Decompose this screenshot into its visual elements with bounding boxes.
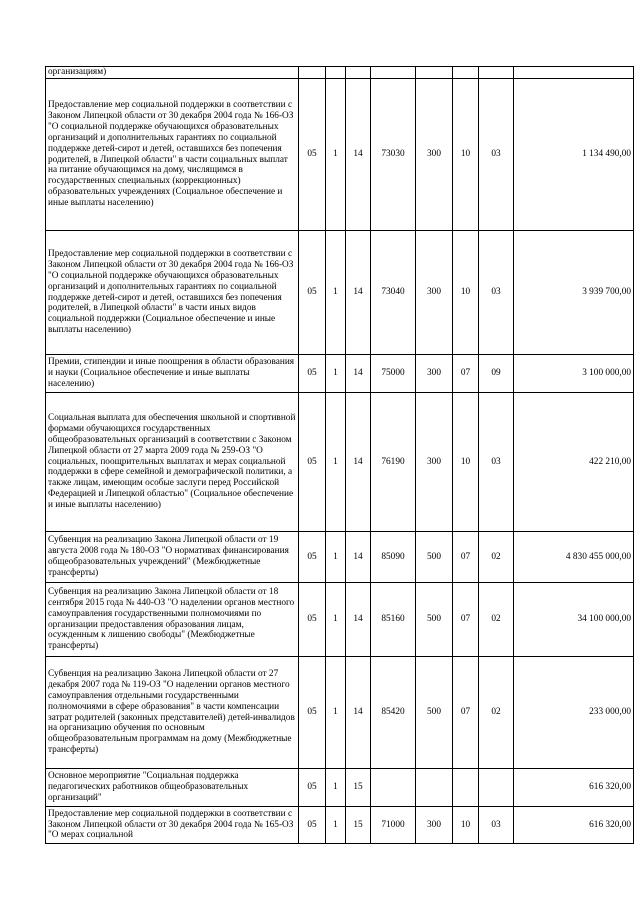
row-name: Субвенция на реализацию Закона Липецкой области от 19 августа 2008 года № 180-ОЗ "О нормативах финансирования общеобразовательных учреждений" (Межбюджетные трансферты) [46,532,299,583]
table-row [46,807,634,844]
cell-code-3 [346,67,371,79]
cell-code-7: 09 [479,355,514,393]
cell-sum: 233 000,00 [514,657,634,769]
cell-code-7 [479,769,514,807]
table-row [46,583,634,657]
cell-code-3: 14 [346,393,371,532]
cell-code-1: 05 [299,532,326,583]
cell-code-7 [479,67,514,79]
cell-code-6: 07 [453,583,479,657]
cell-code-5: 300 [416,393,453,532]
cell-code-5: 500 [416,532,453,583]
cell-code-7: 03 [479,393,514,532]
cell-sum: 3 100 000,00 [514,355,634,393]
cell-code-7: 03 [479,231,514,355]
cell-sum: 4 830 455 000,00 [514,532,634,583]
cell-code-2: 1 [326,231,346,355]
cell-code-6 [453,769,479,807]
budget-table [45,66,634,844]
cell-sum: 616 320,00 [514,807,634,844]
cell-code-6 [453,67,479,79]
cell-sum: 34 100 000,00 [514,583,634,657]
cell-code-1 [299,67,326,79]
cell-code-4: 73040 [371,231,416,355]
cell-sum: 1 134 490,00 [514,79,634,231]
cell-code-2: 1 [326,79,346,231]
cell-code-3: 14 [346,583,371,657]
row-name: Предоставление мер социальной поддержки в соответствии с Законом Липецкой области от 30 декабря 2004 года № 165-ОЗ "О мерах социальной [46,807,299,844]
cell-code-7: 02 [479,532,514,583]
cell-sum: 422 210,00 [514,393,634,532]
cell-code-2: 1 [326,393,346,532]
cell-code-6: 07 [453,532,479,583]
cell-code-7: 02 [479,583,514,657]
table-row [46,79,634,231]
cell-code-5: 300 [416,79,453,231]
cell-code-3: 14 [346,231,371,355]
cell-code-2 [326,67,346,79]
cell-code-4 [371,769,416,807]
cell-code-6: 10 [453,231,479,355]
cell-code-6: 07 [453,355,479,393]
cell-code-3: 15 [346,807,371,844]
cell-code-6: 10 [453,79,479,231]
cell-code-1: 05 [299,769,326,807]
cell-code-4 [371,67,416,79]
cell-code-2: 1 [326,657,346,769]
cell-code-7: 03 [479,807,514,844]
cell-code-2: 1 [326,807,346,844]
cell-code-5 [416,67,453,79]
row-name: Основное мероприятие "Социальная поддержка педагогических работников общеобразовательных организаций" [46,769,299,807]
cell-sum [514,67,634,79]
cell-sum: 616 320,00 [514,769,634,807]
cell-code-2: 1 [326,532,346,583]
cell-code-1: 05 [299,807,326,844]
row-name: Социальная выплата для обеспечения школьной и спортивной формами обучающихся государственных общеобразовательных организаций в соответствии с Законом Липецкой области от 27 марта 2009 года № 259-ОЗ "О социальных, поощрительных выплатах и мерах социальной поддержки в сфере семейной и демографической политики, а также лицам, имеющим особые заслуги перед Российской Федерацией и Липецкой областью" (Социальное обеспечение и иные выплаты населению) [46,393,299,532]
cell-code-2: 1 [326,769,346,807]
cell-code-7: 03 [479,79,514,231]
cell-code-1: 05 [299,583,326,657]
cell-code-6: 07 [453,657,479,769]
cell-code-1: 05 [299,355,326,393]
table-row [46,393,634,532]
cell-code-1: 05 [299,657,326,769]
cell-code-4: 71000 [371,807,416,844]
cell-sum: 3 939 700,00 [514,231,634,355]
row-name: Предоставление мер социальной поддержки в соответствии с Законом Липецкой области от 30 декабря 2004 года № 166-ОЗ "О социальной поддержке обучающихся образовательных организаций и дополнительных гарантиях по социальной поддержке детей-сирот и детей, оставшихся без попечения родителей, в Липецкой области" в части иных видов социальной поддержки (Социальное обеспечение и иные выплаты населению) [46,231,299,355]
cell-code-3: 14 [346,79,371,231]
cell-code-2: 1 [326,583,346,657]
cell-code-4: 85160 [371,583,416,657]
cell-code-5: 300 [416,807,453,844]
row-name: организациям) [46,67,299,79]
table-row [46,355,634,393]
row-name: Премии, стипендии и иные поощрения в области образования и науки (Социальное обеспечение и иные выплаты населению) [46,355,299,393]
cell-code-5: 500 [416,583,453,657]
table-row [46,67,634,79]
cell-code-5 [416,769,453,807]
row-name: Субвенция на реализацию Закона Липецкой области от 18 сентября 2015 года № 440-ОЗ "О наделении органов местного самоуправления государственными полномочиями по организации предоставления образования лицам, осужденным к лишению свободы" (Межбюджетные трансферты) [46,583,299,657]
table-row [46,231,634,355]
cell-code-6: 10 [453,807,479,844]
cell-code-4: 73030 [371,79,416,231]
cell-code-3: 14 [346,355,371,393]
cell-code-1: 05 [299,393,326,532]
cell-code-1: 05 [299,231,326,355]
cell-code-1: 05 [299,79,326,231]
row-name: Предоставление мер социальной поддержки в соответствии с Законом Липецкой области от 30 декабря 2004 года № 166-ОЗ "О социальной поддержке обучающихся образовательных организаций и дополнительных гарантиях по социальной поддержке детей-сирот и детей, оставшихся без попечения родителей, в Липецкой области" в части социальных выплат на питание обучающимся на дому, числящимся в государственных специальных (коррекционных) образовательных учреждениях (Социальное обеспечение и иные выплаты населению) [46,79,299,231]
cell-code-5: 300 [416,355,453,393]
cell-code-3: 14 [346,532,371,583]
cell-code-4: 85090 [371,532,416,583]
table-row [46,769,634,807]
cell-code-2: 1 [326,355,346,393]
cell-code-5: 300 [416,231,453,355]
cell-code-3: 14 [346,657,371,769]
table-row [46,657,634,769]
table-row [46,532,634,583]
cell-code-3: 15 [346,769,371,807]
cell-code-7: 02 [479,657,514,769]
cell-code-4: 85420 [371,657,416,769]
cell-code-5: 500 [416,657,453,769]
cell-code-4: 75000 [371,355,416,393]
row-name: Субвенция на реализацию Закона Липецкой области от 27 декабря 2007 года № 119-ОЗ "О наделении органов местного самоуправления отдельными государственными полномочиями в сфере образования" в части компенсации затрат родителей (законных представителей) детей-инвалидов на организацию обучения по основным общеобразовательным программам на дому (Межбюджетные трансферты) [46,657,299,769]
cell-code-4: 76190 [371,393,416,532]
cell-code-6: 10 [453,393,479,532]
